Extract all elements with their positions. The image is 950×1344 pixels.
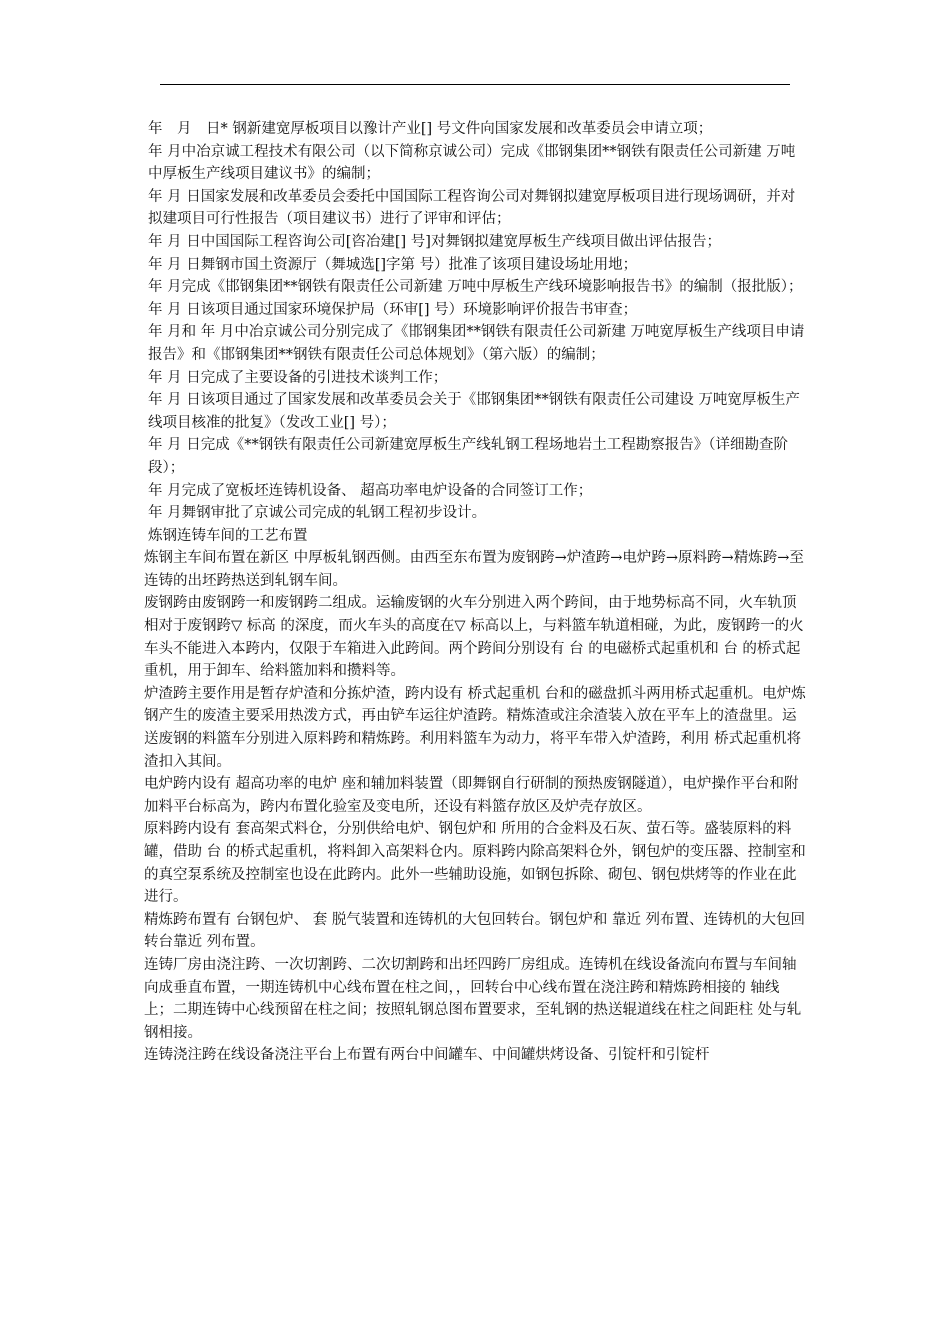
chronology-item: 年 月舞钢审批了京诚公司完成的轧钢工程初步设计。 xyxy=(148,505,487,522)
body-paragraph: 连铸浇注跨在线设备浇注平台上布置有两台中间罐车、中间罐烘烤设备、引锭杆和引锭杆 xyxy=(144,1047,710,1064)
body-paragraph: 炼钢主车间布置在新区 中厚板轧钢西侧。由西至东布置为废钢跨→炉渣跨→电炉跨→原料跨→精炼跨→至连铸的出坯跨热送到轧钢车间。 xyxy=(144,550,804,589)
chronology-item: 年 月完成了宽板坯连铸机设备、 超高功率电炉设备的合同签订工作； xyxy=(148,482,593,499)
chronology-item: 年 月 日该项目通过国家环境保护局（环审[] 号）环境影响评价报告书审查； xyxy=(148,301,638,318)
chronology-item: 年 月完成《邯钢集团**钢铁有限责任公司新建 万吨中厚板生产线环境影响报告书》的编制（报批版）； xyxy=(148,279,803,296)
chronology-item: 年 月 日舞钢市国土资源厅（舞城选[]字第 号）批准了该项目建设场址用地； xyxy=(148,256,638,273)
document-body xyxy=(144,118,808,1067)
header-rule xyxy=(160,84,790,85)
section-heading: 炼钢连铸车间的工艺布置 xyxy=(148,527,308,544)
chronology-item: 年 月 日* 钢新建宽厚板项目以豫计产业[] 号文件向国家发展和改革委员会申请立项； xyxy=(148,121,713,137)
chronology-item: 年 月 日中国国际工程咨询公司[咨冶建[] 号]对舞钢拟建宽厚板生产线项目做出评估报告； xyxy=(148,233,721,250)
chronology-item: 年 月和 年 月中冶京诚公司分别完成了《邯钢集团**钢铁有限责任公司新建 万吨宽厚板生产线项目申请报告》和《邯钢集团**钢铁有限责任公司总体规划》（第六版）的编制； xyxy=(148,324,805,363)
body-paragraph: 连铸厂房由浇注跨、一次切割跨、二次切割跨和出坯四跨厂房组成。连铸机在线设备流向布置与车间轴向成垂直布置，一期连铸机中心线布置在柱之间，，回转台中心线布置在浇注跨和精炼跨相接的 轴线上；二期连铸中心线预留在柱之间；按照轧钢总图布置要求，至轧钢的热送辊道线在柱之间距柱 处与轧钢相接。 xyxy=(144,956,802,1041)
body-paragraph: 废钢跨由废钢跨一和废钢跨二组成。运输废钢的火车分别进入两个跨间，由于地势标高不同，火车轨顶相对于废钢跨▽ 标高 的深度，而火车头的高度在▽ 标高以上，与料篮车轨道相碰，为此，废钢跨一的火车头不能进入本跨内，仅限于车箱进入此跨间。两个跨间分别设有 台 的电磁桥式起重机和 台 的桥式起重机，用于卸车、给料篮加料和攒料等。 xyxy=(144,595,804,680)
body-paragraph: 电炉跨内设有 超高功率的电炉 座和辅加料装置（即舞钢自行研制的预热废钢隧道），电炉操作平台和附加料平台标高为，跨内布置化验室及变电所，还设有料篮存放区及炉壳存放区。 xyxy=(144,776,799,815)
chronology-item: 年 月 日国家发展和改革委员会委托中国国际工程咨询公司对舞钢拟建宽厚板项目进行现场调研，并对拟建项目可行性报告（项目建议书）进行了评审和评估； xyxy=(148,188,796,228)
body-paragraph: 原料跨内设有 套高架式料仓，分别供给电炉、钢包炉和 所用的合金料及石灰、萤石等。盛装原料的料罐，借助 台 的桥式起重机，将料卸入高架料仓内。原料跨内除高架料仓外，钢包炉的变压器、控制室和 的真空泵系统及控制室也设在此跨内。此外一些辅助设施，如钢包拆除、砌包、钢包烘烤等的作业在此进行。 xyxy=(144,821,806,906)
chronology-item: 年 月 日该项目通过了国家发展和改革委员会关于《邯钢集团**钢铁有限责任公司建设 万吨宽厚板生产线项目核准的批复》（发改工业[] 号）； xyxy=(148,392,800,431)
chronology-item: 年 月 日完成《**钢铁有限责任公司新建宽厚板生产线轧钢工程场地岩土工程勘察报告》（详细勘查阶段）； xyxy=(148,437,788,476)
chronology-item: 年 月 日完成了主要设备的引进技术谈判工作； xyxy=(148,369,448,386)
body-paragraph: 炉渣跨主要作用是暂存炉渣和分拣炉渣，跨内设有 桥式起重机 台和的磁盘抓斗两用桥式起重机。电炉炼钢产生的废渣主要采用热泼方式，再由铲车运往炉渣跨。精炼渣或注余渣装入放在平车上的渣盘里。运送废钢的料篮车分别进入原料跨和精炼跨。利用料篮车为动力，将平车带入炉渣跨，利用 桥式起重机将渣扣入其间。 xyxy=(144,685,806,770)
chronology-item: 年 月中冶京诚工程技术有限公司（以下简称京诚公司）完成《邯钢集团**钢铁有限责任公司新建 万吨中厚板生产线项目建议书》的编制； xyxy=(148,143,796,183)
body-paragraph: 精炼跨布置有 台钢包炉、 套 脱气装置和连铸机的大包回转台。钢包炉和 靠近 列布置、连铸机的大包回转台靠近 列布置。 xyxy=(144,911,806,951)
